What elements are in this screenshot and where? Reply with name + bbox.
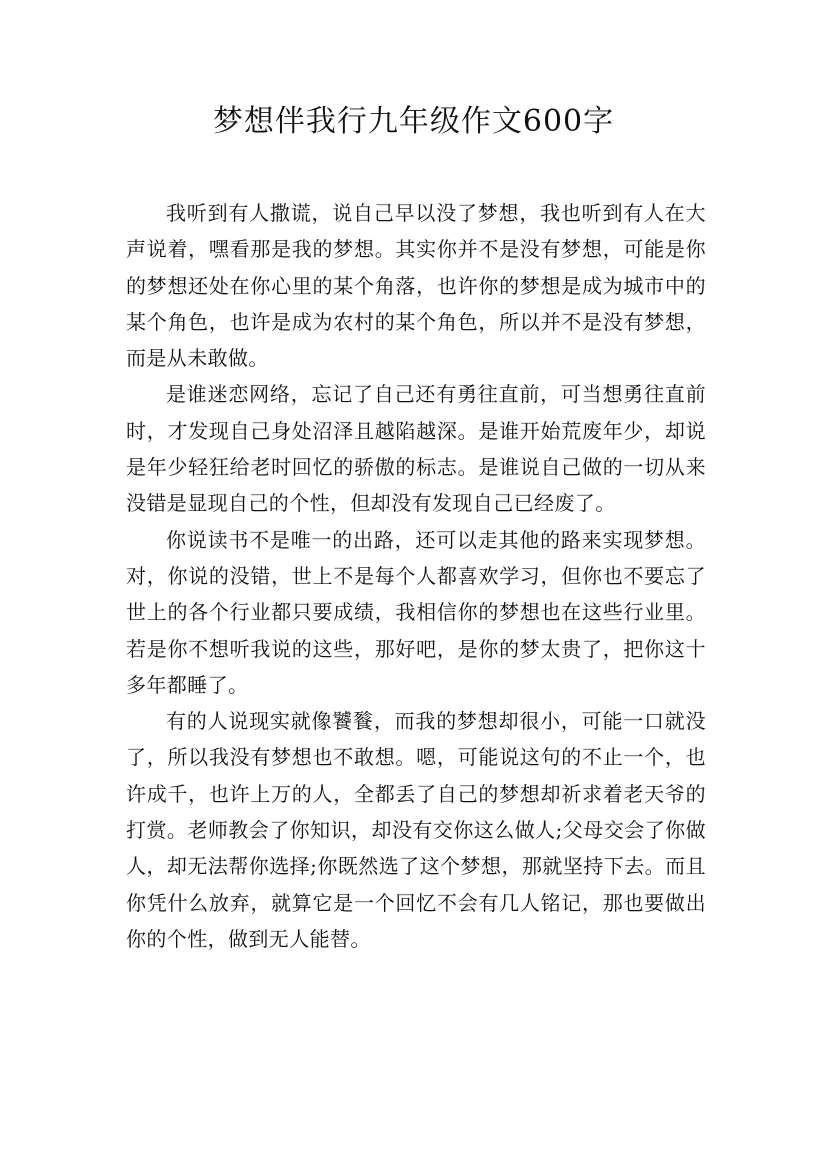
paragraph-1: 我听到有人撒谎，说自己早以没了梦想，我也听到有人在大声说着，嘿看那是我的梦想。其实你并不是没有梦想，可能是你的梦想还处在你心里的某个角落，也许你的梦想是成为城市中的某个角色，也许是成为农村的某个角色，所以并不是没有梦想，而是从未敢做。 [126, 201, 706, 371]
document-title: 梦想伴我行九年级作文600字 [212, 104, 615, 139]
document-body [126, 195, 706, 957]
paragraph-3: 你说读书不是唯一的出路，还可以走其他的路来实现梦想。对，你说的没错，世上不是每个人都喜欢学习，但你也不要忘了世上的各个行业都只要成绩，我相信你的梦想也在这些行业里。若是你不想听我说的这些，那好吧，是你的梦太贵了，把你这十多年都睡了。 [126, 527, 706, 697]
paragraph-4: 有的人说现实就像饕餮，而我的梦想却很小，可能一口就没了，所以我没有梦想也不敢想。嗯，可能说这句的不止一个，也许成千，也许上万的人，全都丢了自己的梦想却祈求着老天爷的打赏。老师教会了你知识，却没有交你这么做人;父母交会了你做人，却无法帮你选择;你既然选了这个梦想，那就坚持下去。而且你凭什么放弃，就算它是一个回忆不会有几人铭记，那也要做出你的个性，做到无人能替。 [126, 709, 706, 951]
paragraph-2: 是谁迷恋网络，忘记了自己还有勇往直前，可当想勇往直前时，才发现自己身处沼泽且越陷越深。是谁开始荒废年少，却说是年少轻狂给老时回忆的骄傲的标志。是谁说自己做的一切从来没错是显现自己的个性，但却没有发现自己已经废了。 [126, 382, 706, 516]
